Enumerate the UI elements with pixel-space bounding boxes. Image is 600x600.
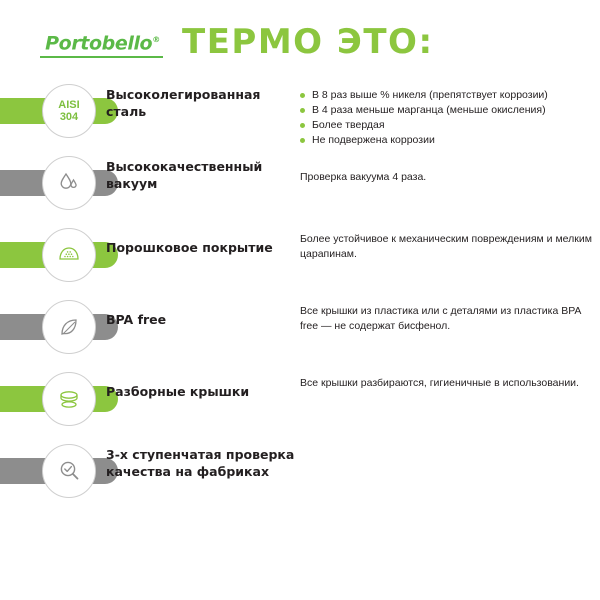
feature-text: Более устойчивое к механическим повреждениям и мелким царапинам. (300, 233, 592, 260)
list-item (0, 84, 600, 156)
feature-title: BPA free (106, 312, 167, 327)
list-item-bullet: Не подвержена коррозии (300, 133, 596, 148)
badge-line-1: AISI (58, 99, 80, 111)
feature-body (300, 376, 596, 391)
registered-mark: ® (152, 35, 160, 44)
header (0, 18, 600, 70)
water-drops-icon (42, 156, 96, 210)
feature-body (300, 232, 596, 262)
list-item (0, 300, 600, 372)
brand-logo-name: Portobello (45, 32, 153, 55)
feature-bullets (300, 88, 596, 148)
list-item-bullet: Более твердая (300, 118, 596, 133)
page-title: ТЕРМО ЭТО: (182, 22, 434, 62)
feature-body (300, 88, 596, 148)
list-item-bullet: В 8 раз выше % никеля (препятствует коррозии) (300, 88, 596, 103)
logo-underline (40, 56, 163, 58)
aisi-304-badge-icon (42, 84, 96, 138)
powder-coating-icon (42, 228, 96, 282)
feature-title: Высоколегированная сталь (106, 87, 261, 119)
feature-title: 3-х ступенчатая проверка качества на фабриках (106, 447, 295, 479)
feature-text: Все крышки из пластика или с деталями из пластика BPA free — не содержат бисфенол. (300, 305, 581, 332)
feature-title: Порошковое покрытие (106, 240, 273, 255)
list-item (0, 444, 600, 516)
brand-logo-text (40, 30, 165, 53)
feature-title: Высококачественный вакуум (106, 159, 263, 191)
feature-text: Все крышки разбираются, гигиеничные в использовании. (300, 377, 579, 389)
feature-text: Проверка вакуума 4 раза. (300, 171, 427, 183)
feature-title: Разборные крышки (106, 384, 250, 399)
list-item (0, 228, 600, 300)
feature-list (0, 84, 600, 516)
feature-body (300, 304, 596, 334)
list-item (0, 156, 600, 228)
feature-body (300, 170, 596, 185)
brand-logo (40, 30, 165, 58)
lid-parts-icon (42, 372, 96, 426)
list-item-bullet: В 4 раза меньше марганца (меньше окисления) (300, 103, 596, 118)
list-item (0, 372, 600, 444)
badge-line-2: 304 (59, 111, 79, 123)
leaf-icon (42, 300, 96, 354)
magnifier-check-icon (42, 444, 96, 498)
